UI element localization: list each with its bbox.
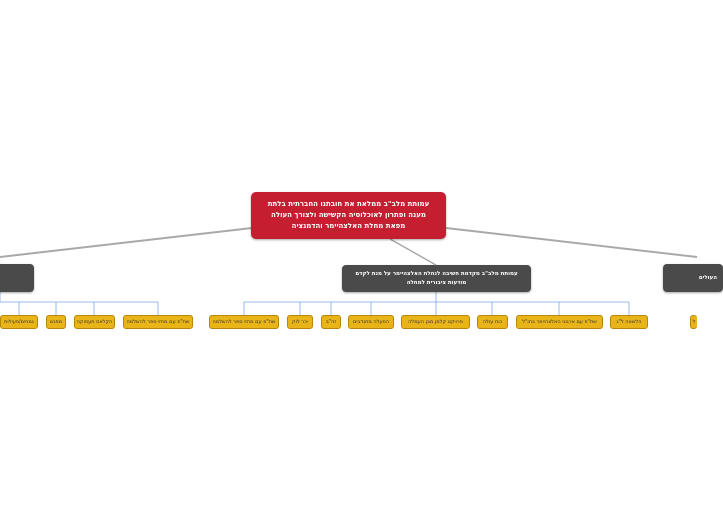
leaf-topic[interactable]: הלשאה ל"ג [610, 315, 648, 329]
leaf-topic[interactable]: מפגש [46, 315, 66, 329]
branch-topic-right[interactable]: העולים [663, 264, 723, 292]
leaf-topic[interactable]: ל [690, 315, 697, 329]
leaf-topic[interactable]: שת"פ עם ארגוני האלצהיימר בחו"ל [516, 315, 603, 329]
leaf-topic[interactable]: גמחים/פעילות [0, 315, 38, 329]
leaf-topic[interactable]: שת"פ עם מחזי ספר להשלמה [209, 315, 279, 329]
connectors-left-leaves [0, 292, 158, 315]
leaf-topic[interactable]: שת"פ עם מחזי ספר להשלמה [123, 315, 193, 329]
root-topic[interactable]: עמותת מלב"ב ממלאת את חובתנו החברתית בלתת מענה ופתרון לאוכלוסיה הקשישה ולצורך העולה מפאת מחלת האלצהיימר והדמנציה [251, 192, 446, 239]
branch-topic-middle[interactable]: עמותת מלב"ב מקדמת חשיבה לנחלת האלצהיימר על מנת לקדם מודעות ציבורית למחלה [342, 265, 531, 292]
leaf-topic[interactable]: יכר לוק [287, 315, 313, 329]
connector-root-middle [390, 239, 436, 265]
leaf-topic[interactable]: הפעלה מתנדבים [348, 315, 394, 329]
leaf-topic[interactable]: הקלאס תעסוקה [74, 315, 115, 329]
leaf-topic[interactable]: זה"ב [321, 315, 341, 329]
leaf-topic[interactable]: פרויקט קלמן מבן העמלה [401, 315, 470, 329]
connector-root-left [0, 228, 252, 257]
leaf-topic[interactable]: כוח עולה [477, 315, 508, 329]
connector-root-right [446, 228, 697, 257]
connectors-middle-leaves [244, 292, 629, 315]
branch-topic-left[interactable] [0, 264, 34, 292]
